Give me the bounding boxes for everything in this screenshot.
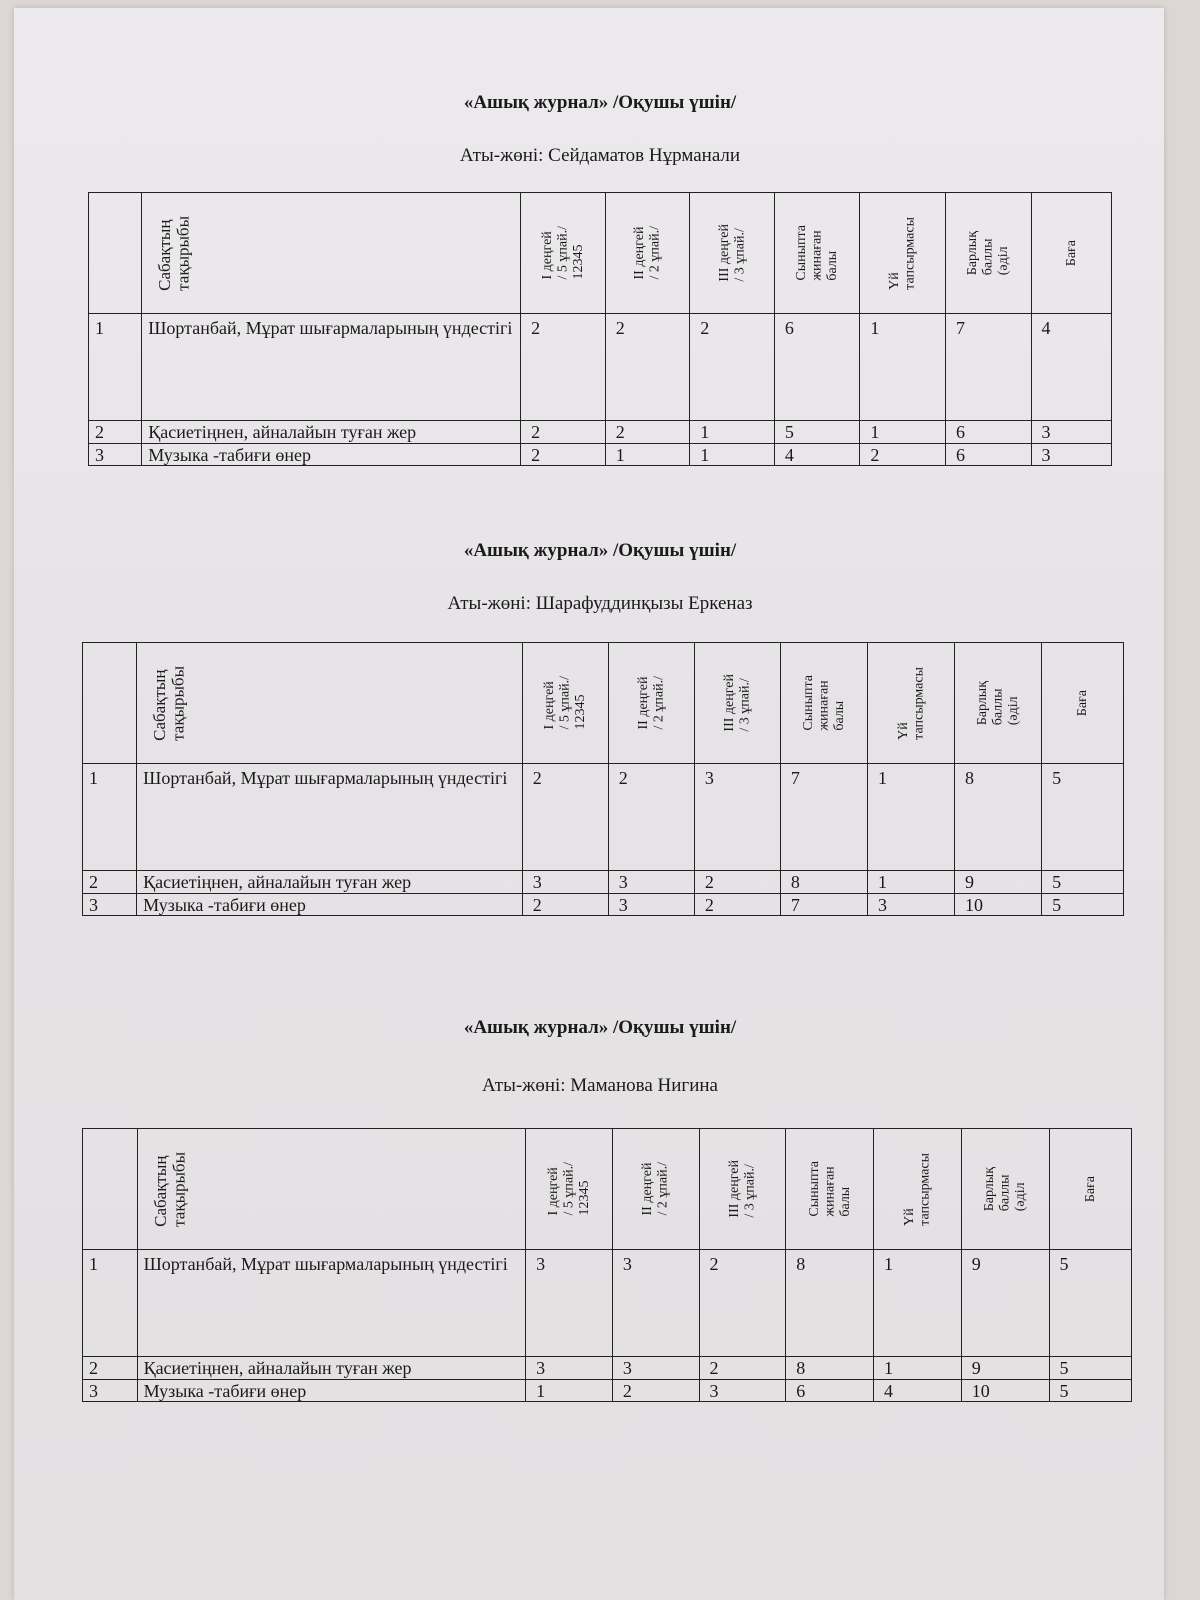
header-homework — [860, 193, 946, 314]
header-level1 — [521, 193, 606, 314]
level2-score: 2 — [605, 421, 690, 444]
level2-score: 3 — [612, 1357, 699, 1380]
class-points: 8 — [786, 1250, 874, 1357]
header-label: Барлық баллы (әділ — [982, 1166, 1028, 1212]
journal-title: «Ашық журнал» /Оқушы үшін/ — [463, 92, 737, 113]
header-label: Барлық баллы (әділ — [974, 680, 1021, 726]
header-homework — [874, 1129, 962, 1250]
table-row — [83, 1357, 1132, 1380]
level2-score: 3 — [608, 893, 694, 916]
header-level1 — [522, 643, 608, 764]
student-name: Аты-жөні: Маманова Нигина — [482, 1075, 718, 1096]
header-label: Баға — [1082, 1175, 1098, 1203]
homework-score: 2 — [860, 443, 946, 466]
row-number: 2 — [89, 421, 142, 444]
header-topic — [137, 643, 523, 764]
total-score: 9 — [955, 871, 1042, 894]
journal-title: «Ашық журнал» /Оқушы үшін/ — [463, 540, 737, 561]
homework-score: 1 — [860, 314, 946, 421]
header-number — [83, 643, 137, 764]
level3-score: 2 — [694, 871, 780, 894]
level3-score: 2 — [699, 1357, 786, 1380]
row-number: 2 — [83, 871, 137, 894]
header-label: II деңгей / 2 ұпай./ — [635, 676, 667, 730]
class-points: 7 — [780, 893, 867, 916]
level1-score: 1 — [526, 1379, 613, 1402]
header-label: Сабақтың тақырыбы — [150, 665, 188, 741]
header-label: III деңгей / 3 ұпай./ — [716, 224, 748, 282]
header-grade — [1049, 1129, 1131, 1250]
lesson-topic: Қасиетіңнен, айналайын туған жер — [142, 421, 521, 444]
total-score: 10 — [961, 1379, 1049, 1402]
header-class-points — [774, 193, 860, 314]
grade: 5 — [1042, 893, 1124, 916]
row-number: 3 — [89, 443, 142, 466]
header-level2 — [608, 643, 694, 764]
header-level2 — [605, 193, 690, 314]
level1-score: 2 — [521, 443, 606, 466]
level3-score: 1 — [690, 421, 775, 444]
header-total — [961, 1129, 1049, 1250]
header-label: III деңгей / 3 ұпай./ — [721, 674, 753, 732]
header-row — [83, 643, 1124, 764]
header-level3 — [694, 643, 780, 764]
row-number: 1 — [83, 1250, 138, 1357]
header-cell-content — [142, 193, 520, 313]
level3-score: 2 — [694, 893, 780, 916]
header-label: Сабақтың тақырыбы — [155, 215, 193, 291]
level1-score: 2 — [522, 893, 608, 916]
header-total — [945, 193, 1031, 314]
grade: 5 — [1049, 1250, 1131, 1357]
lesson-topic: Музыка -табиғи өнер — [142, 443, 521, 466]
header-grade — [1042, 643, 1124, 764]
header-level1 — [526, 1129, 613, 1250]
level2-score: 3 — [608, 871, 694, 894]
level1-score: 3 — [522, 871, 608, 894]
total-score: 9 — [961, 1250, 1049, 1357]
row-number: 3 — [83, 1379, 138, 1402]
table-row — [89, 314, 1112, 421]
table-row — [83, 871, 1124, 894]
lesson-topic: Шортанбай, Мұрат шығармаларының үндестігі — [137, 764, 523, 871]
header-cell-content — [138, 1129, 526, 1249]
header-topic — [137, 1129, 526, 1250]
header-cell-content — [1050, 1129, 1131, 1249]
table-row — [83, 893, 1124, 916]
header-level3 — [690, 193, 775, 314]
header-label: Баға — [1063, 239, 1079, 267]
header-cell-content — [868, 643, 954, 763]
header-number — [83, 1129, 138, 1250]
header-cell-content — [1032, 193, 1111, 313]
table-row — [83, 1250, 1132, 1357]
header-label: Сабақтың тақырыбы — [150, 1151, 189, 1227]
header-cell-content — [613, 1129, 699, 1249]
header-cell-content — [962, 1129, 1049, 1249]
header-cell-content — [700, 1129, 786, 1249]
header-row — [89, 193, 1112, 314]
header-cell-content — [946, 193, 1031, 313]
level2-score: 1 — [605, 443, 690, 466]
lesson-topic: Шортанбай, Мұрат шығармаларының үндестігі — [142, 314, 521, 421]
header-number — [89, 193, 142, 314]
header-label: Үй тапсырмасы — [887, 216, 918, 290]
lesson-topic: Шортанбай, Мұрат шығармаларының үндестігі — [137, 1250, 526, 1357]
class-points: 4 — [774, 443, 860, 466]
level1-score: 2 — [522, 764, 608, 871]
header-cell-content — [690, 193, 774, 313]
header-cell-content — [137, 643, 522, 763]
header-label: Сыныпта жинаған балы — [794, 225, 840, 281]
header-cell-content — [523, 643, 608, 763]
grade: 5 — [1042, 764, 1124, 871]
header-label: Үй тапсырмасы — [901, 1152, 933, 1226]
level1-score: 3 — [526, 1357, 613, 1380]
grade: 4 — [1031, 314, 1111, 421]
lesson-topic: Қасиетіңнен, айналайын туған жер — [137, 1357, 526, 1380]
homework-score: 1 — [874, 1357, 962, 1380]
journal-title: «Ашық журнал» /Оқушы үшін/ — [463, 1017, 737, 1038]
header-label: II деңгей / 2 ұпай./ — [632, 226, 663, 280]
class-points: 6 — [786, 1379, 874, 1402]
header-label: Сыныпта жинаған балы — [806, 1161, 853, 1217]
homework-score: 1 — [874, 1250, 962, 1357]
student-name: Аты-жөні: Шарафуддинқызы Еркеназ — [447, 593, 753, 614]
level3-score: 3 — [694, 764, 780, 871]
row-number: 2 — [83, 1357, 138, 1380]
level1-score: 2 — [521, 421, 606, 444]
total-score: 7 — [945, 314, 1031, 421]
homework-score: 1 — [867, 764, 954, 871]
total-score: 10 — [955, 893, 1042, 916]
grade: 5 — [1049, 1357, 1131, 1380]
header-cell-content — [786, 1129, 873, 1249]
total-score: 6 — [945, 421, 1031, 444]
level2-score: 3 — [612, 1250, 699, 1357]
header-class-points — [780, 643, 867, 764]
header-label: I деңгей / 5 ұпай./ 12345 — [539, 226, 586, 280]
header-topic — [142, 193, 521, 314]
header-label: I деңгей / 5 ұпай./ 12345 — [545, 1162, 592, 1216]
level3-score: 2 — [690, 314, 775, 421]
table-row — [89, 421, 1112, 444]
header-cell-content — [955, 643, 1041, 763]
row-number: 1 — [89, 314, 142, 421]
table-row — [89, 443, 1112, 466]
journal-table — [88, 192, 1112, 466]
table-row — [83, 1379, 1132, 1402]
header-homework — [867, 643, 954, 764]
level3-score: 2 — [699, 1250, 786, 1357]
class-points: 5 — [774, 421, 860, 444]
header-total — [955, 643, 1042, 764]
journal-table — [82, 642, 1124, 916]
journal-table — [82, 1128, 1132, 1402]
header-cell-content — [526, 1129, 612, 1249]
header-cell-content — [781, 643, 867, 763]
header-cell-content — [1042, 643, 1123, 763]
class-points: 8 — [780, 871, 867, 894]
lesson-topic: Музыка -табиғи өнер — [137, 893, 523, 916]
total-score: 6 — [945, 443, 1031, 466]
level2-score: 2 — [608, 764, 694, 871]
level3-score: 3 — [699, 1379, 786, 1402]
level1-score: 3 — [526, 1250, 613, 1357]
header-cell-content — [860, 193, 945, 313]
level3-score: 1 — [690, 443, 775, 466]
table-row — [83, 764, 1124, 871]
header-label: Барлық баллы (әділ — [965, 230, 1011, 276]
total-score: 8 — [955, 764, 1042, 871]
student-name: Аты-жөні: Сейдаматов Нұрманали — [459, 145, 741, 166]
level1-score: 2 — [521, 314, 606, 421]
row-number: 1 — [83, 764, 137, 871]
header-level3 — [699, 1129, 786, 1250]
header-row — [83, 1129, 1132, 1250]
header-cell-content — [874, 1129, 961, 1249]
homework-score: 4 — [874, 1379, 962, 1402]
header-label: III деңгей / 3 ұпай./ — [726, 1160, 758, 1218]
header-cell-content — [606, 193, 690, 313]
total-score: 9 — [961, 1357, 1049, 1380]
homework-score: 3 — [867, 893, 954, 916]
grade: 5 — [1049, 1379, 1131, 1402]
header-label: Сыныпта жинаған балы — [800, 675, 847, 731]
level2-score: 2 — [605, 314, 690, 421]
grade: 3 — [1031, 421, 1111, 444]
grade: 5 — [1042, 871, 1124, 894]
header-cell-content — [521, 193, 605, 313]
header-cell-content — [695, 643, 780, 763]
header-label: I деңгей / 5 ұпай./ 12345 — [542, 676, 588, 730]
header-level2 — [612, 1129, 699, 1250]
class-points: 6 — [774, 314, 860, 421]
row-number: 3 — [83, 893, 137, 916]
header-label: Баға — [1074, 689, 1090, 717]
homework-score: 1 — [867, 871, 954, 894]
header-cell-content — [775, 193, 860, 313]
class-points: 8 — [786, 1357, 874, 1380]
homework-score: 1 — [860, 421, 946, 444]
header-class-points — [786, 1129, 874, 1250]
class-points: 7 — [780, 764, 867, 871]
grade: 3 — [1031, 443, 1111, 466]
header-label: Үй тапсырмасы — [895, 666, 926, 740]
header-cell-content — [609, 643, 694, 763]
level2-score: 2 — [612, 1379, 699, 1402]
header-grade — [1031, 193, 1111, 314]
lesson-topic: Музыка -табиғи өнер — [137, 1379, 526, 1402]
header-label: II деңгей / 2 ұпай./ — [640, 1162, 671, 1216]
lesson-topic: Қасиетіңнен, айналайын туған жер — [137, 871, 523, 894]
